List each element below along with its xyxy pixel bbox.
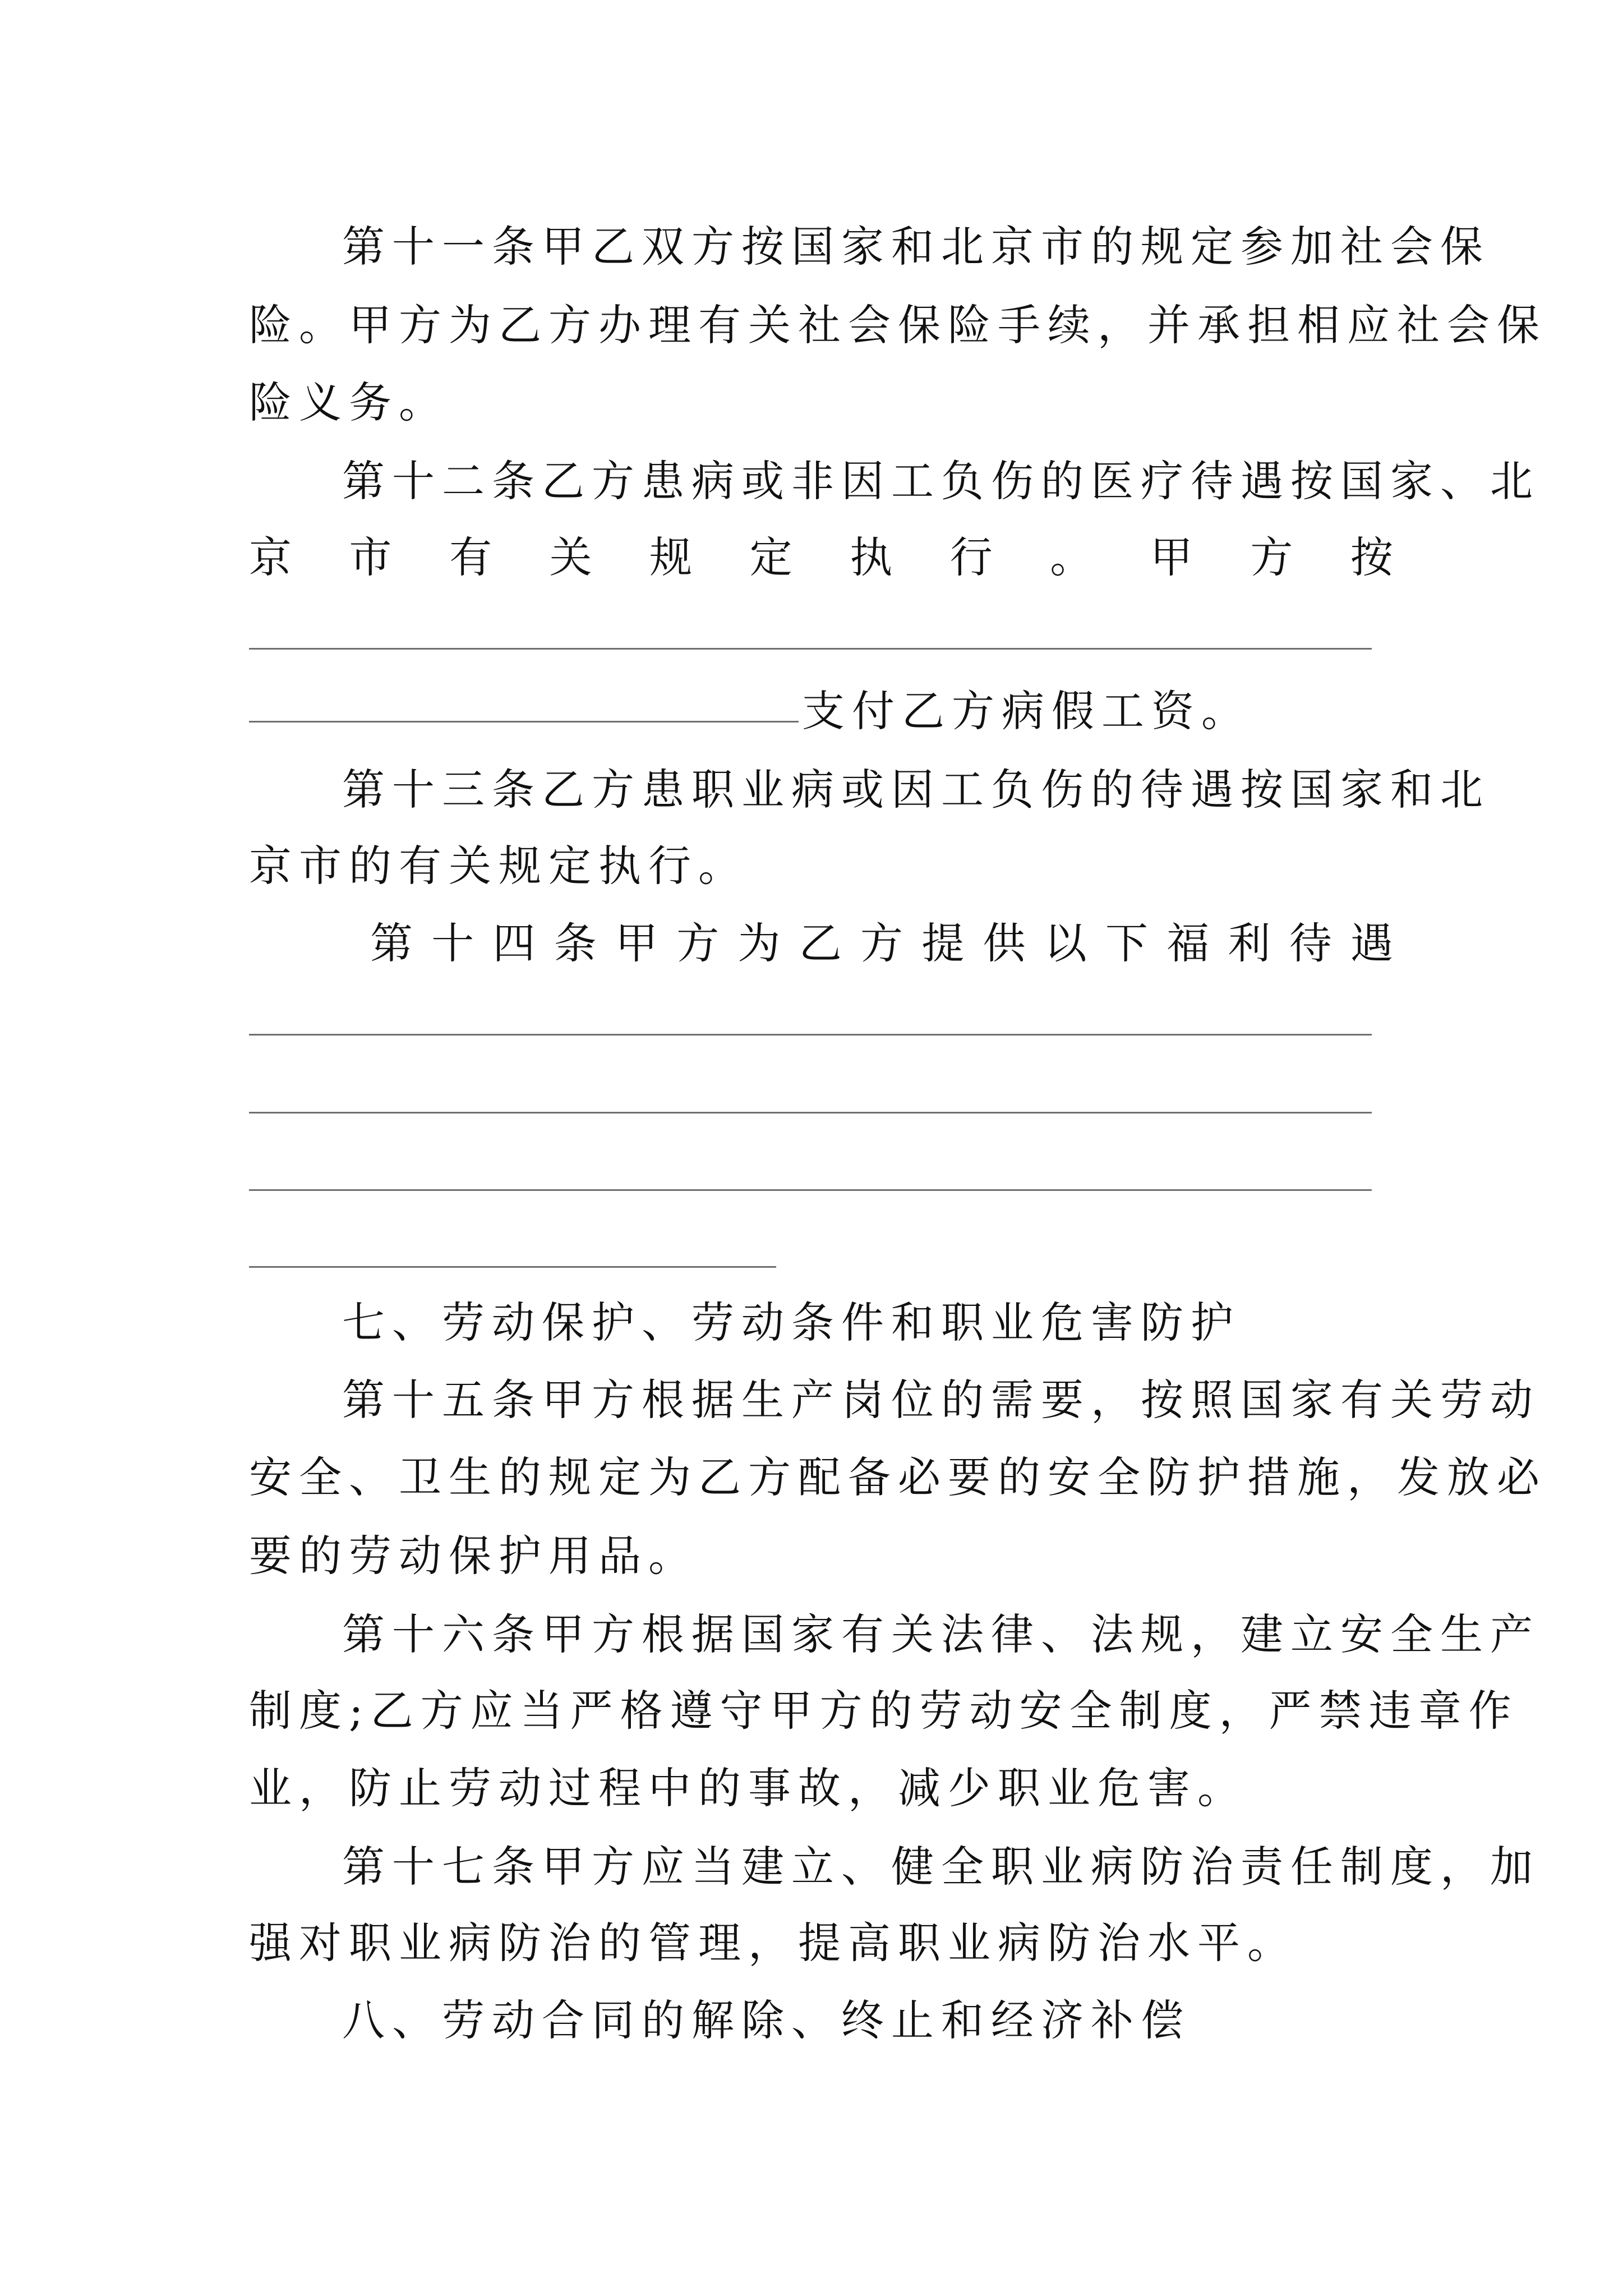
article-14-line-1 — [370, 915, 1393, 972]
article-12-char: 京 — [249, 532, 292, 582]
article-16-line-1: 第十六条甲方根据国家有关法律、法规，建立安全生产 — [342, 1609, 1540, 1659]
fill-in-blank-line — [249, 1112, 1372, 1114]
article-17-line-1: 第十七条甲方应当建立、健全职业病防治责任制度，加 — [342, 1842, 1540, 1892]
article-12-sick-pay-text: 支付乙方病假工资。 — [802, 686, 1251, 736]
article-14-char: 为 — [737, 918, 781, 968]
article-14-char: 方 — [860, 918, 903, 968]
article-14-char: 十 — [431, 918, 474, 968]
article-12-char: 规 — [649, 532, 693, 582]
article-14-char: 以 — [1044, 918, 1087, 968]
fill-in-blank-line — [249, 1189, 1372, 1191]
fill-in-blank-line — [249, 648, 1372, 650]
section-8-heading: 八、劳动合同的解除、终止和经济补偿 — [342, 1995, 1191, 2045]
article-12-char: 甲 — [1150, 532, 1193, 582]
article-11-line-3: 险义务。 — [249, 378, 449, 427]
article-11-line-1: 第十一条甲乙双方按国家和北京市的规定参加社会保 — [342, 222, 1490, 272]
article-14-char: 利 — [1228, 918, 1271, 968]
article-15-line-3: 要的劳动保护用品。 — [249, 1531, 698, 1581]
article-12-char: 行 — [949, 532, 993, 582]
article-14-char: 下 — [1105, 918, 1148, 968]
article-15-line-1: 第十五条甲方根据生产岗位的需要，按照国家有关劳动 — [342, 1375, 1540, 1425]
article-13-line-1: 第十三条乙方患职业病或因工负伤的待遇按国家和北 — [342, 765, 1490, 815]
article-14-char: 福 — [1166, 918, 1210, 968]
article-13-line-2: 京市的有关规定执行。 — [249, 841, 748, 891]
fill-in-blank-line — [249, 1266, 776, 1268]
article-11-line-2: 险。甲方为乙方办理有关社会保险手续，并承担相应社会保 — [249, 300, 1547, 350]
article-12-char: 方 — [1250, 532, 1293, 582]
article-12-char: 执 — [850, 532, 893, 582]
article-16-line-3: 业，防止劳动过程中的事故，减少职业危害。 — [249, 1763, 1247, 1813]
article-12-char: 有 — [449, 532, 492, 582]
article-12-line-4 — [249, 683, 1393, 739]
article-14-char: 甲 — [615, 918, 658, 968]
article-14-char: 提 — [921, 918, 965, 968]
fill-in-blank-line — [249, 687, 799, 723]
article-14-char: 遇 — [1350, 918, 1393, 968]
article-12-char: 市 — [349, 532, 392, 582]
section-7-heading: 七、劳动保护、劳动条件和职业危害防护 — [342, 1297, 1241, 1347]
article-12-char: 定 — [749, 532, 792, 582]
article-14-char: 四 — [492, 918, 536, 968]
article-12-char: 。 — [1050, 532, 1093, 582]
article-17-line-2: 强对职业病防治的管理，提高职业病防治水平。 — [249, 1918, 1297, 1968]
article-14-char: 乙 — [799, 918, 842, 968]
article-15-line-2: 安全、卫生的规定为乙方配备必要的安全防护措施，发放必 — [249, 1452, 1547, 1502]
article-16-line-2: 制度;乙方应当严格遵守甲方的劳动安全制度，严禁违章作 — [249, 1686, 1519, 1736]
article-14-char: 方 — [676, 918, 720, 968]
article-12-char: 关 — [549, 532, 592, 582]
article-12-char: 按 — [1350, 532, 1393, 582]
article-12-line-2 — [249, 530, 1393, 586]
article-12-line-1: 第十二条乙方患病或非因工负伤的医疗待遇按国家、北 — [342, 456, 1540, 506]
article-14-char: 待 — [1289, 918, 1332, 968]
fill-in-blank-line — [249, 1034, 1372, 1036]
article-14-char: 条 — [554, 918, 597, 968]
article-14-char: 供 — [983, 918, 1026, 968]
article-14-char: 第 — [370, 918, 413, 968]
